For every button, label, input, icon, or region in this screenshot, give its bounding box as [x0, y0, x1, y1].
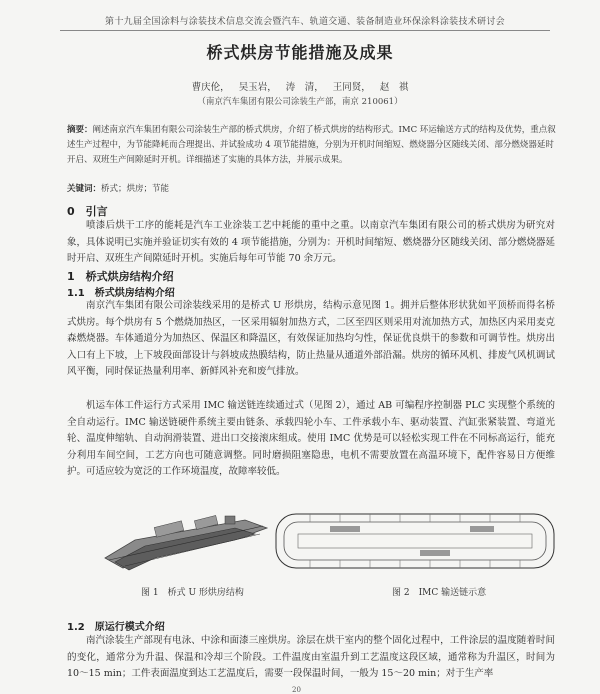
keywords-label: 关键词：	[67, 184, 102, 194]
author: 赵 祺	[379, 82, 409, 93]
section-heading-structure: 1 桥式烘房结构介绍	[67, 270, 174, 283]
keywords-text: 桥式；烘房；节能	[101, 184, 170, 194]
abstract-label: 摘要：	[67, 125, 93, 135]
paper-title: 桥式烘房节能措施及成果	[206, 43, 394, 62]
subsection-heading-structure: 1.1 桥式烘房结构介绍	[67, 288, 175, 299]
affiliation: （南京汽车集团有限公司涂装生产部，南京 210061）	[197, 97, 403, 107]
abstract-text: 阐述南京汽车集团有限公司涂装生产部的桥式烘房，介绍了桥式烘房的结构形式。IMC 环运输送方式的结构及优势，重点叙述生产过程中，为节能降耗而合理提出、并试验成功 4 项节能措施，分别为开机时间缩短、燃烧器分区随线关闭、部分燃烧器延时开启、双班生产间隙延时开机。详细描述了实施的具体方法，并展示成果。	[67, 125, 556, 165]
structure-paragraph-2: 机运车体工件运行方式采用 IMC 输送链连续通过式（见图 2），通过 AB 可编程序控制器 PLC 实现整个系统的全自动运行。IMC 输送链硬件系统主要由链条、承载四轮小车、工件承载小车、驱动装置、汽缸张紧装置、弯道光轮、温度伸缩轨、自动润滑装置、进出口交接滚床组成。使用 IMC 优势是可以轻松实现工件在不同标高运行，能充分利用车间空间，工艺方向也可随意调整。同时磨损阻塞隐患，电机不需要放置在高温环境下，配件容易日方便维护。可适应较为宽泛的工作环境温度，故障率较低。	[67, 400, 555, 477]
intro-paragraph: 喷漆后烘干工序的能耗是汽车工业涂装工艺中耗能的重中之重。以南京汽车集团有限公司的桥式烘房为研究对象，具体说明已实施并验证切实有效的 4 项节能措施，分别为：开机时间缩短、燃烧器分区随线关闭、部分燃烧器延时开启、双班生产间隙延时开机。实施后每年可节能 70 余万元。	[67, 220, 555, 264]
oven-structure-figure	[95, 500, 275, 578]
page-number: 20	[292, 686, 301, 694]
figure-2-caption: 图 2 IMC 输送链示意	[392, 588, 487, 598]
imc-conveyor-figure	[270, 504, 560, 578]
subsection-heading-original-mode: 1.2 原运行模式介绍	[67, 622, 165, 633]
author: 王同贤	[332, 82, 362, 93]
keywords	[67, 182, 557, 194]
abstract	[67, 123, 557, 168]
author-list: 曹庆伦， 吴玉岩， 涛 清， 王同贤， 赵 祺	[191, 82, 409, 93]
structure-paragraph-1: 南京汽车集团有限公司涂装线采用的是桥式 U 形烘房，结构示意见图 1。拥并后整体形状犹如平顶桥而得名桥式烘房。每个烘房有 5 个燃烧加热区，一区采用辐射加热方式，二区至四区则采用对流加热方式，加热区内采用麦克森燃烧器。车体通道分为加热区、保温区和降温区，有效保证加热均匀性，保证优良烘干的参数和可调节性。烘房出入口有上下坡，上下坡段面部设计与斜坡成热膜结构，防止热量从通道外部沿漏。烘房的循环风机、排废气风机调试风平衡，同时保证热量利用率、新鲜风补充和废气排放。	[67, 300, 555, 377]
figure-1-caption: 图 1 桥式 U 形烘房结构	[141, 588, 244, 598]
section-heading-intro: 0 引言	[67, 205, 108, 218]
author: 涛 清	[285, 82, 315, 93]
author: 曹庆伦	[191, 82, 221, 93]
running-header: 第十九届全国涂料与涂装技术信息交流会暨汽车、轨道交通、装备制造业环保涂料涂装技术研讨会	[60, 14, 550, 31]
original-mode-paragraph: 南汽涂装生产部现有电泳、中涂和面漆三座烘房。涂层在烘干室内的整个固化过程中，工件涂层的温度随着时间的变化，通常分为升温、保温和冷却三个阶段。工件温度由室温升到工艺温度这段区域，通常称为升温区，时间为 10～15 min；工件表面温度到达工艺温度后，需要一段保温时间，一般为 15～20 min；对于生产率	[67, 635, 555, 679]
author: 吴玉岩	[238, 82, 268, 93]
